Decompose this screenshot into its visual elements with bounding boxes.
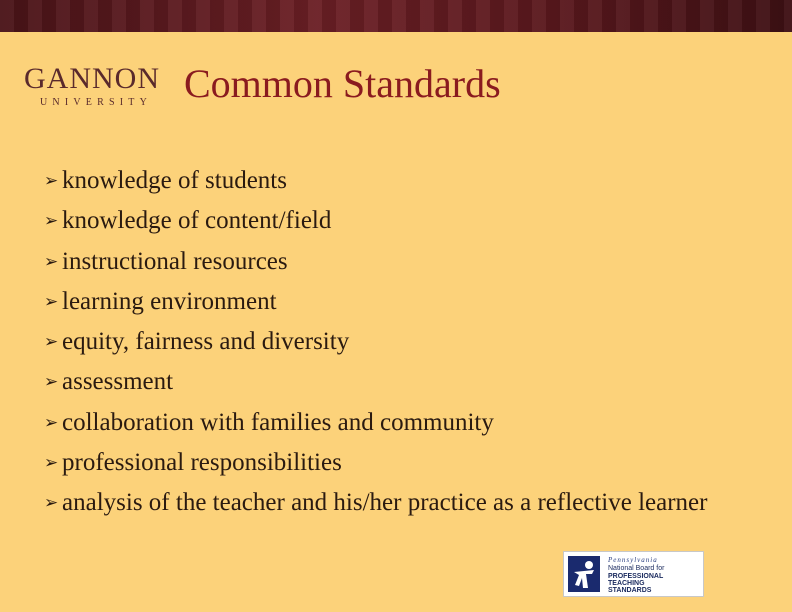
logo-name: GANNON bbox=[24, 62, 160, 95]
list-item bbox=[44, 282, 744, 322]
gannon-university-logo bbox=[24, 64, 159, 110]
list-item-text: knowledge of students bbox=[62, 167, 287, 194]
list-item bbox=[44, 362, 744, 402]
arrow-bullet-icon: ➢ bbox=[44, 372, 59, 393]
badge-line-5: STANDARDS bbox=[608, 587, 652, 594]
nbpts-badge bbox=[563, 551, 704, 597]
arrow-bullet-icon: ➢ bbox=[44, 171, 59, 191]
list-item-text: professional responsibilities bbox=[62, 449, 342, 477]
arrow-bullet-icon: ➢ bbox=[44, 211, 59, 232]
list-item bbox=[44, 322, 744, 362]
list-item-text: collaboration with families and community bbox=[62, 408, 494, 436]
badge-line-2: National Board for bbox=[608, 565, 665, 572]
list-item-text: assessment bbox=[62, 368, 174, 396]
list-item bbox=[44, 486, 744, 520]
arrow-bullet-icon: ➢ bbox=[44, 332, 59, 353]
list-item bbox=[44, 201, 744, 241]
list-item-text: knowledge of content/field bbox=[62, 207, 332, 235]
top-band-texture bbox=[0, 0, 792, 32]
list-item bbox=[44, 161, 744, 201]
arrow-bullet-icon: ➢ bbox=[44, 251, 59, 272]
arrow-bullet-icon: ➢ bbox=[44, 453, 59, 474]
list-item bbox=[44, 403, 744, 443]
badge-line-4: TEACHING bbox=[608, 580, 645, 587]
slide-title: Common Standards bbox=[184, 61, 501, 106]
list-item-text: instructional resources bbox=[62, 247, 288, 275]
list-item-text: learning environment bbox=[62, 287, 277, 315]
badge-line-1: Pennsylvania bbox=[608, 556, 658, 564]
list-item bbox=[44, 242, 744, 282]
list-item bbox=[44, 443, 744, 483]
standards-list bbox=[44, 161, 744, 520]
arrow-bullet-icon: ➢ bbox=[44, 291, 59, 312]
teacher-figure-icon bbox=[568, 556, 600, 592]
arrow-bullet-icon: ➢ bbox=[44, 412, 59, 433]
list-item-text: analysis of the teacher and his/her practice as a reflective learner bbox=[62, 489, 708, 517]
list-item-text: equity, fairness and diversity bbox=[62, 328, 350, 356]
logo-subtitle: UNIVERSITY bbox=[40, 97, 152, 108]
badge-line-3: PROFESSIONAL bbox=[608, 573, 664, 580]
arrow-bullet-icon: ➢ bbox=[44, 493, 59, 514]
top-band bbox=[0, 0, 792, 32]
